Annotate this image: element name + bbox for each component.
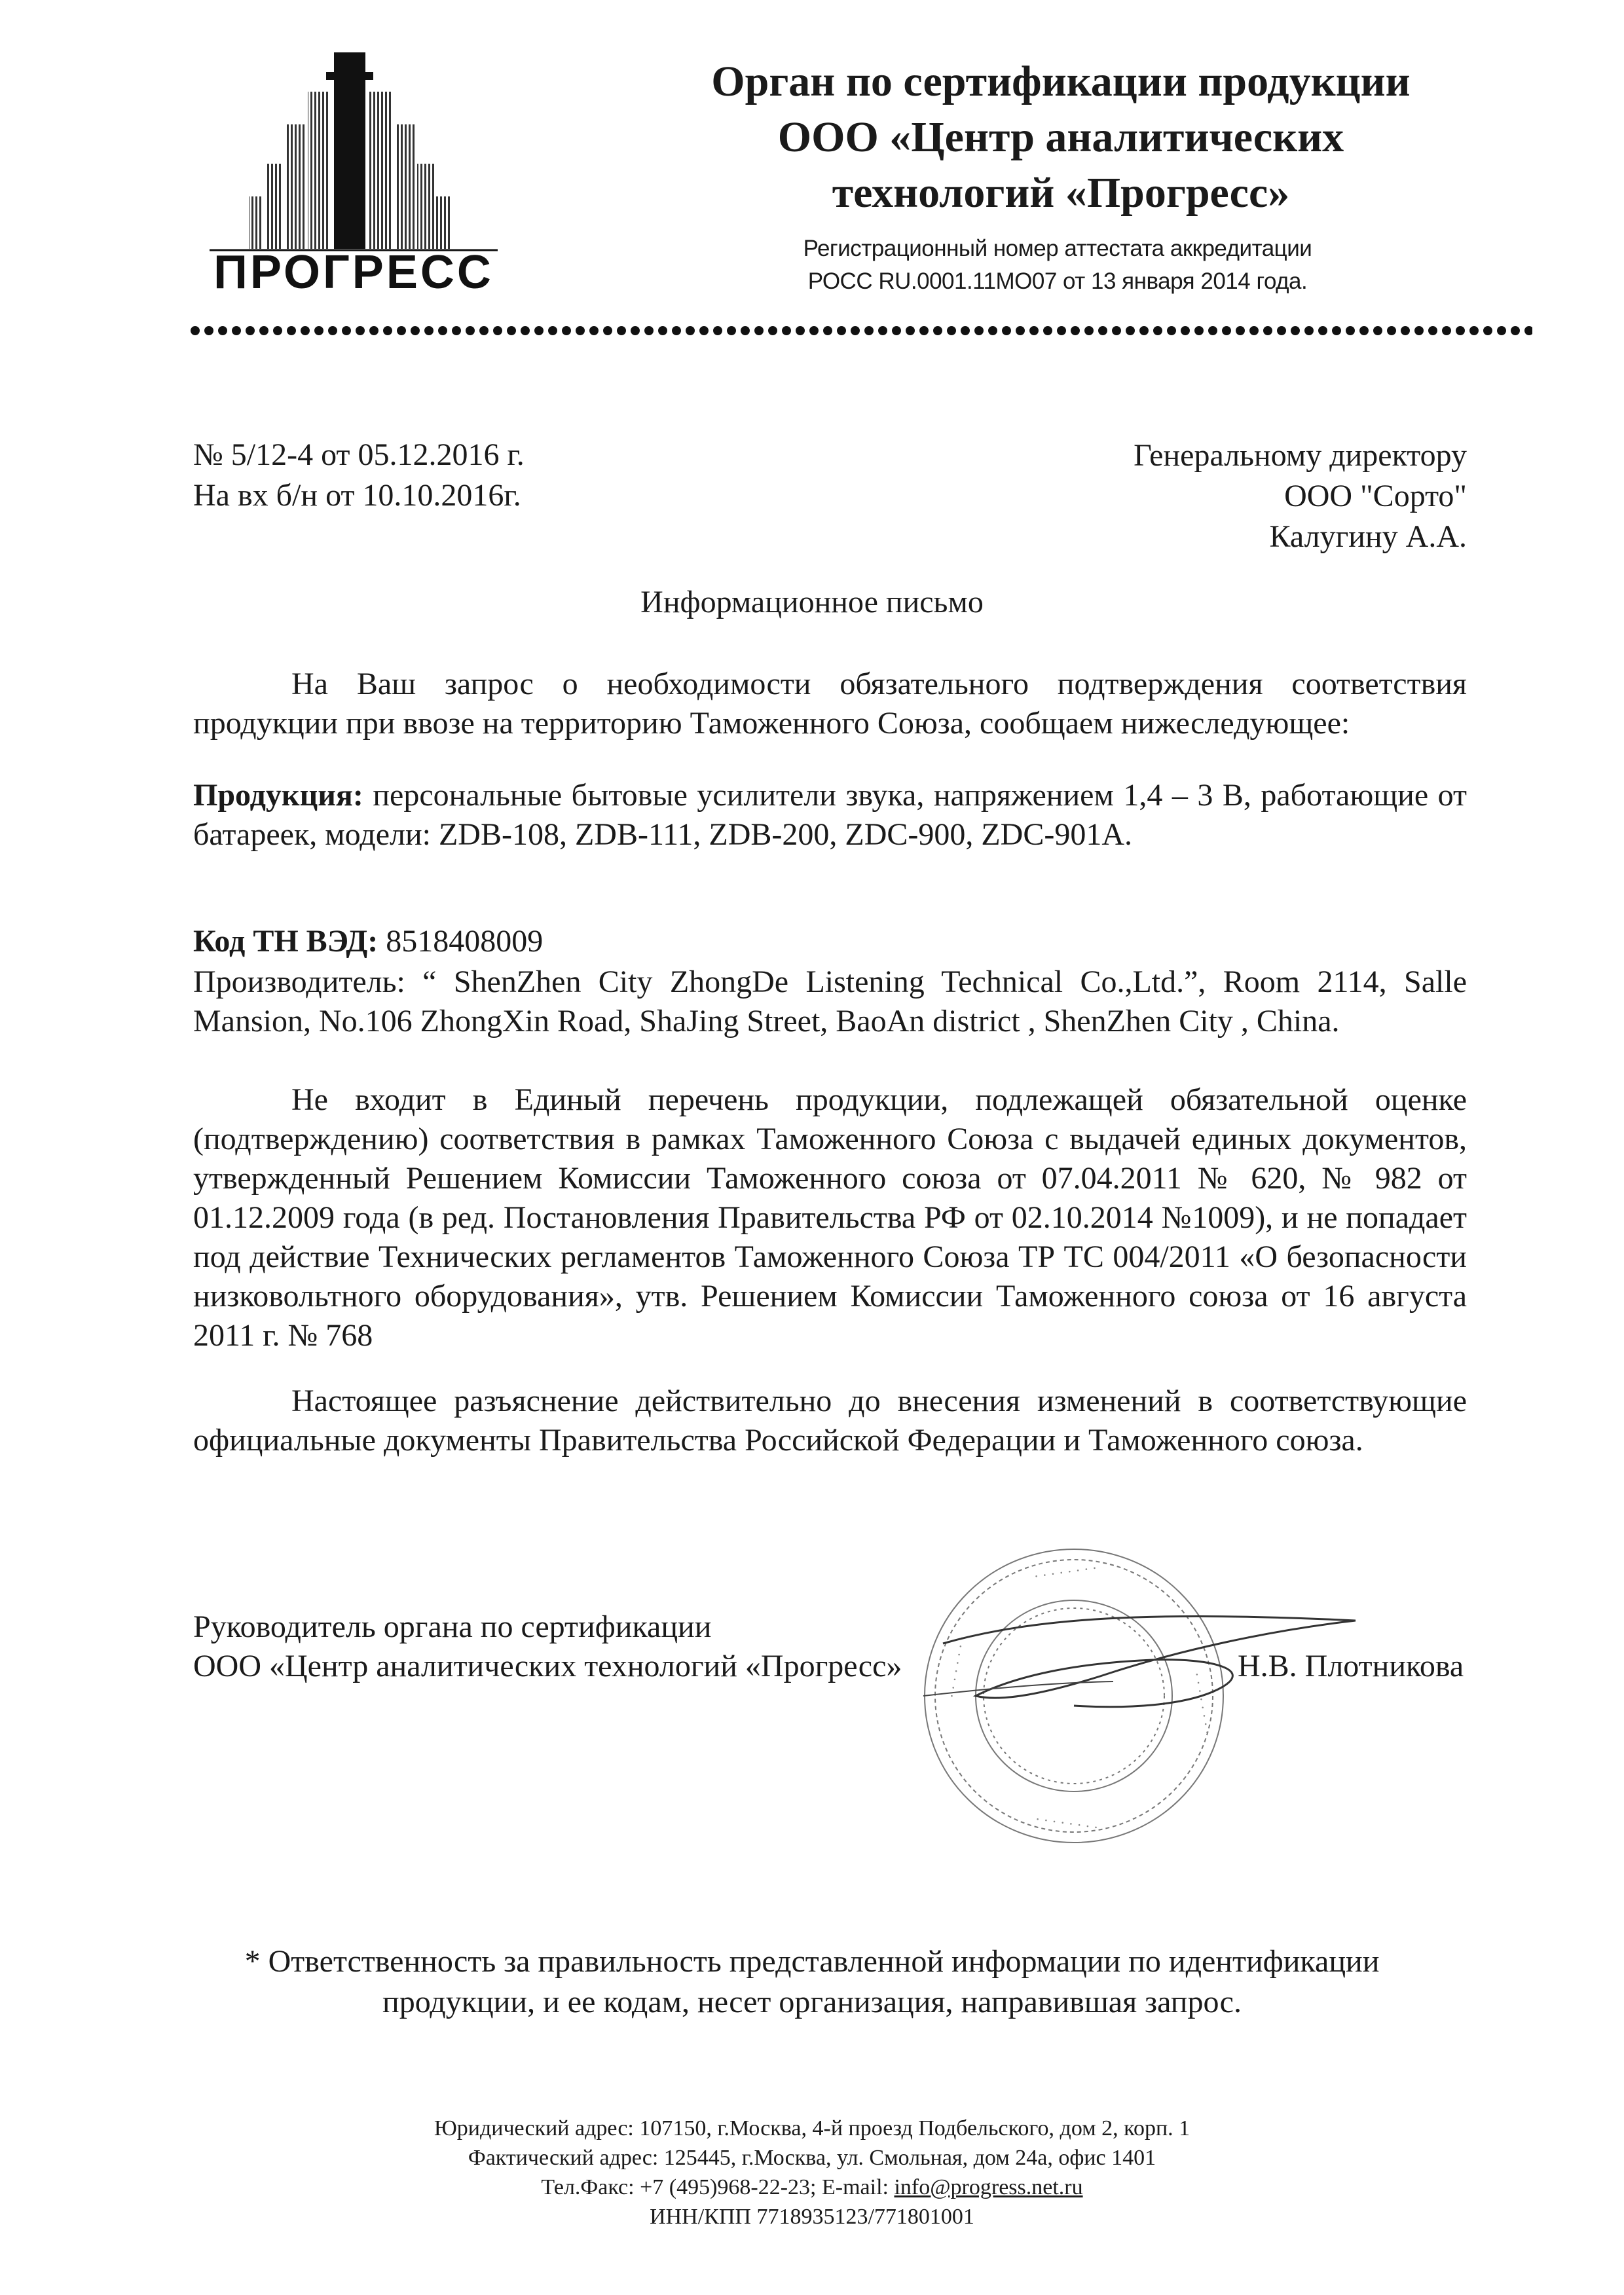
divider-dot [782,326,791,335]
addressee-block [982,435,1467,557]
divider-dot [287,326,296,335]
divider-dot [383,326,392,335]
divider-dot [589,326,599,335]
footer-phone-email [0,2173,1624,2202]
divider-dot [823,326,832,335]
svg-text:· · · · · · · ·: · · · · · · · · [1033,1559,1098,1585]
divider-dot [919,326,929,335]
divider-dot [1043,326,1052,335]
body-paragraph: Не входит в Единый перечень продукции, подлежащей обязательной оценке (подтверждению) соответствия в рамках Таможенного Союза с выдачей единых документов, утвержденный Решением Комиссии Таможенного союза от 07.04.2011 № 620, № 982 от 01.12.2009 года (в ред. Постановления Правительства РФ от 02.10.2014 №1009), и не попадает под действие Технических регламентов Таможенного Союза ТР ТС 004/2011 «О безопасности низковольтного оборудования», утв. Решением Комиссии Таможенного союза от 16 августа 2011 г. № 768 [193,1082,1467,1353]
addressee-line-1: Генеральному директору [1134,438,1467,473]
divider-dot [1414,326,1424,335]
divider-dot [1098,326,1107,335]
divider-dot [1318,326,1327,335]
divider-dot [369,326,378,335]
footer-email-link[interactable]: info@progress.net.ru [894,2175,1083,2199]
divider-dot [672,326,681,335]
validity-paragraph: Настоящее разъяснение действительно до внесения изменений в соответствующие официальные документы Правительства Российской Федерации и Таможенного союза. [193,1384,1467,1458]
divider-dot [534,326,544,335]
divider-dot [603,326,612,335]
divider-dot [1002,326,1011,335]
divider-dot [1126,326,1135,335]
divider-dot [342,326,351,335]
divider-dot [947,326,956,335]
divider-dot [686,326,695,335]
divider-dot [1387,326,1396,335]
divider-dot [301,326,310,335]
footer-contacts [0,2114,1624,2231]
divider-dot [1524,326,1532,335]
divider-dot [1249,326,1259,335]
divider-dot [631,326,640,335]
letter-subject: Информационное письмо [640,585,984,619]
divider-dot [1029,326,1039,335]
divider-dot [1359,326,1369,335]
divider-dot [892,326,901,335]
code-label: Код ТН ВЭД: [193,924,378,959]
divider-dot [837,326,846,335]
note-line-2: продукции, и ее кодам, несет организация, направившая запрос. [382,1985,1242,2019]
signer-title-line-1: Руководитель органа по сертификации [193,1609,712,1644]
divider-dot [851,326,860,335]
footer-actual-address: Фактический адрес: 125445, г.Москва, ул. Смольная, дом 24а, офис 1401 [468,2146,1156,2170]
manufacturer-paragraph: Производитель: “ ShenZhen City ZhongDe Listening Technical Co.,Ltd.”, Room 2114, Salle Mansion, No.106 ZhongXin Road, ShaJing Street, BaoAn district , ShenZhen City , China. [193,964,1467,1038]
divider-dot [1167,326,1176,335]
divider-dot [1084,326,1094,335]
divider-dot [1181,326,1190,335]
letter-ref-incoming: На вх б/н от 10.10.2016г. [193,478,521,513]
divider-dot [259,326,268,335]
divider-dot [1139,326,1149,335]
divider-dot [1511,326,1520,335]
divider-dot [1373,326,1382,335]
divider-dot [1483,326,1492,335]
code-value: 8518408009 [378,924,544,959]
progress-logo [196,46,511,301]
divider-dot [1112,326,1121,335]
title-line-1: Орган по сертификации продукции [711,58,1411,105]
divider-dot [493,326,502,335]
divider-dot [204,326,213,335]
intro-paragraph: На Ваш запрос о необходимости обязательного подтверждения соответствия продукции при ввозе на территорию Таможенного Союза, сообщаем нижеследующее: [193,667,1467,741]
divider-dot [727,326,736,335]
divider-dot [878,326,887,335]
divider-dot [314,326,323,335]
signer-name: Н.В. Плотникова [1238,1649,1464,1683]
divider-dot [1208,326,1217,335]
divider-dot [1153,326,1162,335]
accreditation-line-2: РОСС RU.0001.11МО07 от 13 января 2014 года. [807,268,1308,294]
divider-dot [1469,326,1479,335]
divider-dot [906,326,915,335]
divider-dot [438,326,447,335]
divider-dot [1277,326,1286,335]
divider-dot [507,326,516,335]
accreditation-line-1: Регистрационный номер аттестата аккредитации [803,236,1312,261]
product-label: Продукция: [193,778,363,813]
svg-text:· · · · · · · ·: · · · · · · · · [1189,1670,1216,1736]
divider-dot [246,326,255,335]
divider-dot [1332,326,1341,335]
organization-title [576,54,1545,221]
divider-dot [479,326,489,335]
divider-dot [411,326,420,335]
divider-dot [658,326,667,335]
divider-dot [576,326,585,335]
divider-dot [1346,326,1355,335]
divider-dot [988,326,997,335]
divider-dot [397,326,406,335]
accreditation-info [681,232,1434,298]
svg-text:· · · · · · · ·: · · · · · · · · [943,1634,970,1700]
divider-dot [1428,326,1437,335]
title-line-3: технологий «Прогресс» [832,169,1290,217]
divider-dot [713,326,722,335]
note-line-1: * Ответственность за правильность представленной информации по идентификации [244,1944,1380,1979]
divider-dot [218,326,227,335]
product-text: персональные бытовые усилители звука, напряжением 1,4 – 3 В, работающие от батареек, модели: ZDB-108, ZDB-111, ZDB-200, ZDC-900, ZDC-901A. [193,778,1467,852]
divider-dot [741,326,750,335]
divider-dot [754,326,764,335]
divider-dot [1222,326,1231,335]
dotted-divider [190,321,1532,340]
divider-dot [273,326,282,335]
divider-dot [1291,326,1300,335]
divider-dot [961,326,970,335]
divider-dot [356,326,365,335]
divider-dot [232,326,241,335]
divider-dot [1497,326,1506,335]
divider-dot [864,326,874,335]
footer-phone: Тел.Факс: +7 (495)968-22-23; E-mail: [541,2175,895,2199]
footer-inn: ИНН/КПП 7718935123/771801001 [650,2205,974,2229]
divider-dot [974,326,984,335]
divider-dot [809,326,819,335]
letter-ref-number: № 5/12-4 от 05.12.2016 г. [193,437,525,472]
divider-dot [1194,326,1204,335]
divider-dot [562,326,571,335]
divider-dot [328,326,337,335]
divider-dot [1016,326,1025,335]
responsibility-note [0,1941,1624,2023]
code-line [193,922,1467,961]
svg-text:· · · · · · · ·: · · · · · · · · [1034,1810,1099,1836]
divider-dot [521,326,530,335]
divider-dot [548,326,557,335]
divider-dot [699,326,709,335]
divider-dot [1442,326,1451,335]
divider-dot [452,326,461,335]
divider-dot [466,326,475,335]
divider-dot [1401,326,1410,335]
addressee-line-2: ООО "Сорто" [1284,479,1467,513]
divider-dot [191,326,200,335]
divider-dot [1456,326,1465,335]
divider-dot [424,326,434,335]
title-line-2: ООО «Центр аналитических [777,113,1344,161]
divider-dot [1236,326,1245,335]
divider-dot [1263,326,1272,335]
divider-dot [1057,326,1066,335]
signer-title-line-2: ООО «Центр аналитических технологий «Прогресс» [193,1649,902,1683]
addressee-line-3: Калугину А.А. [1269,519,1467,554]
divider-dot [1071,326,1080,335]
divider-dot [796,326,805,335]
svg-text:ПРОГРЕСС: ПРОГРЕСС [213,246,494,299]
divider-dot [768,326,777,335]
divider-dot [933,326,942,335]
footer-legal-address: Юридический адрес: 107150, г.Москва, 4-й проезд Подбельского, дом 2, корп. 1 [434,2116,1190,2140]
divider-dot [617,326,626,335]
divider-dot [1304,326,1314,335]
divider-dot [644,326,654,335]
product-paragraph [193,776,1467,854]
